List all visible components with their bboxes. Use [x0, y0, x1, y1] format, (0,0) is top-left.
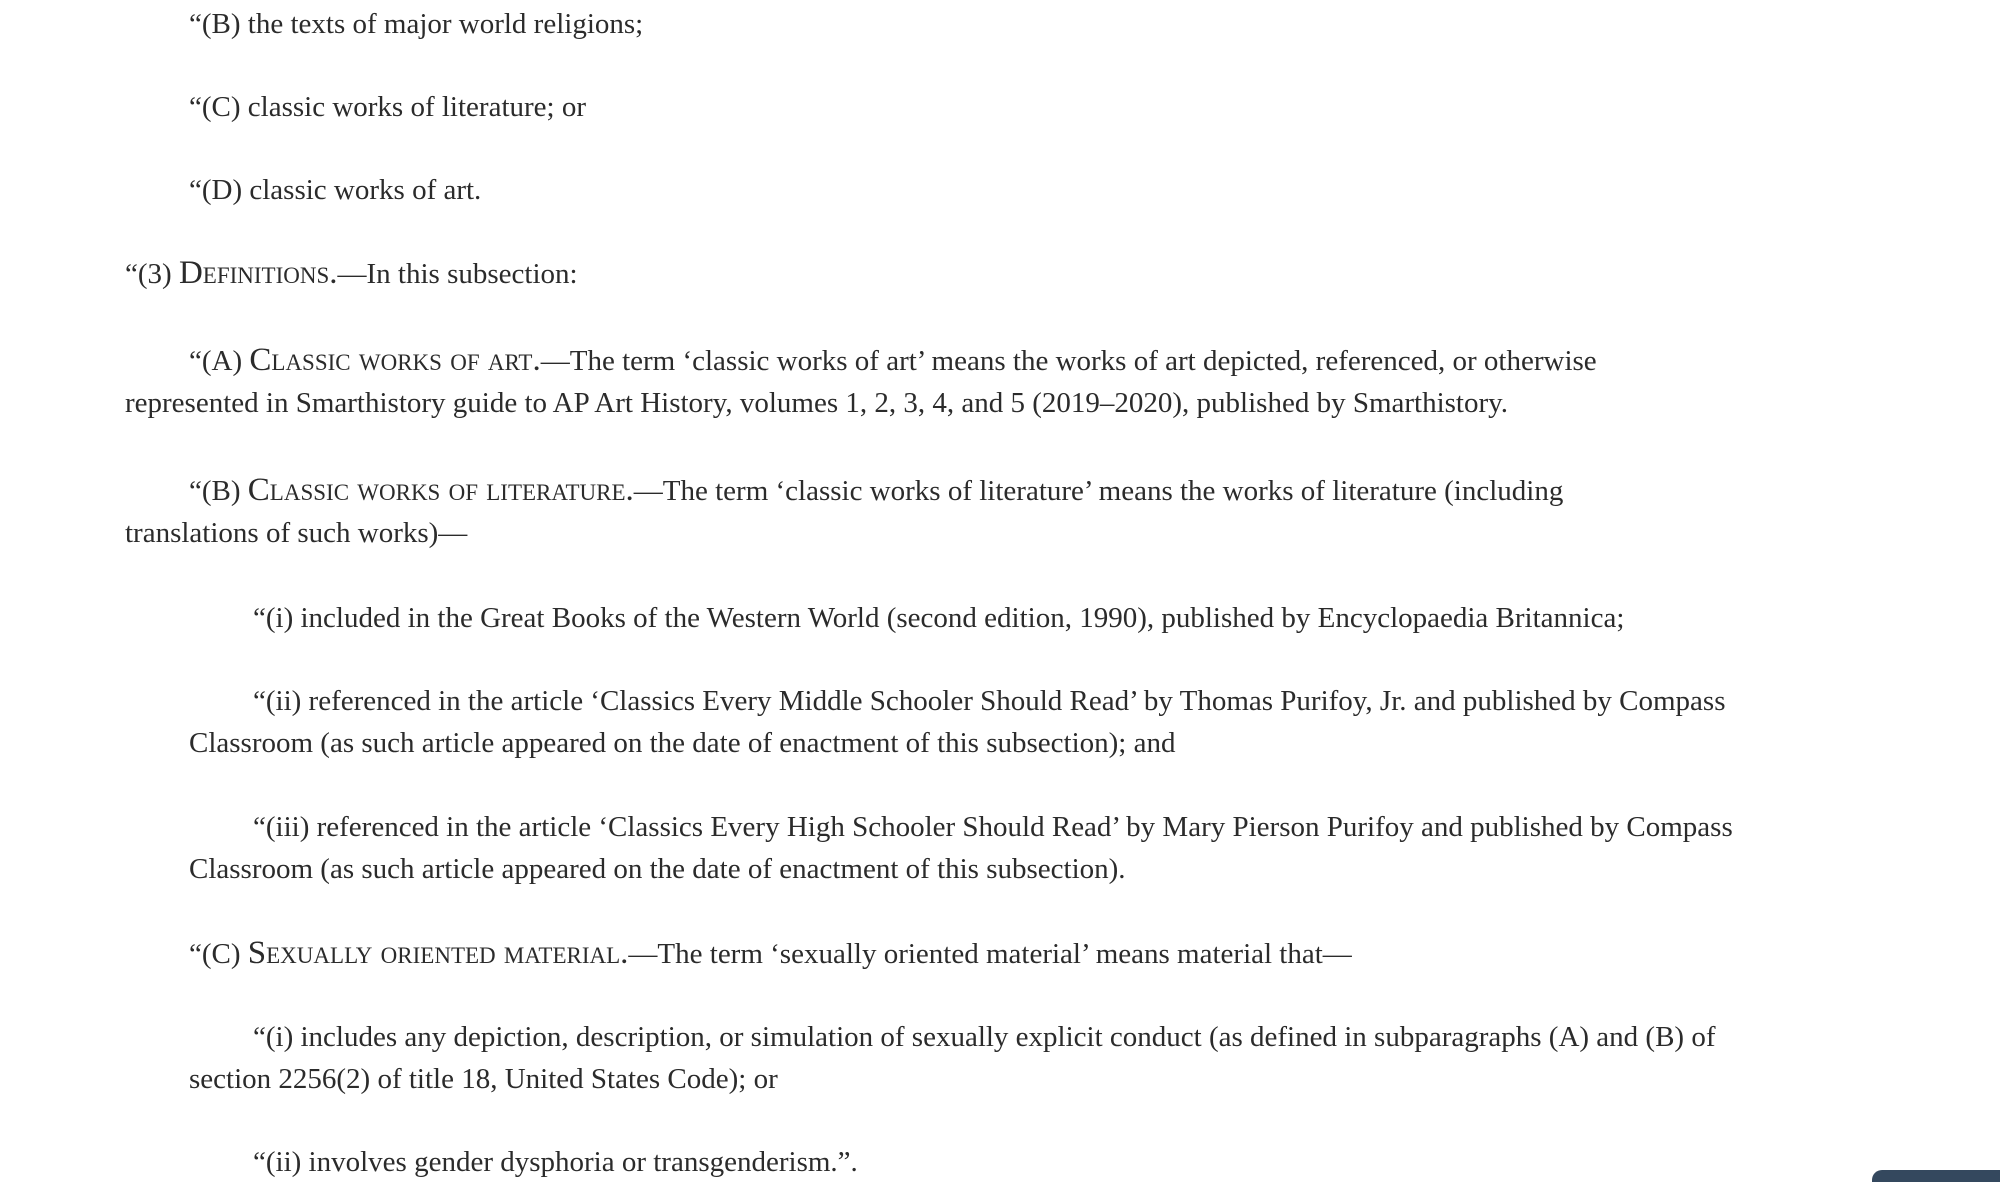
clause-b-world-religions: “(B) the texts of major world religions; [189, 8, 644, 40]
definition-classic-works-of-literature: “(B) Classic works of literature.—The term ‘classic works of literature’ means the works of literature (including translations of such works)— [125, 472, 1564, 549]
clause-c-classic-literature: “(C) classic works of literature; or [189, 91, 586, 123]
definitions-heading: Definitions. [178, 255, 338, 291]
clause-d-classic-art: “(D) classic works of art. [189, 174, 482, 206]
definitions-paragraph: “(3) Definitions.—In this subsection: [125, 255, 578, 291]
literature-item-ii: “(ii) referenced in the article ‘Classics Every Middle Schooler Should Read’ by Thomas Purifoy, Jr. and published by Compass Classroom (as such article appeared on the date of enactment of this subsection); and [189, 685, 1726, 759]
definition-classic-works-of-art: “(A) Classic works of art.—The term ‘classic works of art’ means the works of art depicted, referenced, or otherwise represented in Smarthistory guide to AP Art History, volumes 1, 2, 3, 4, and 5 (2019–2020), published by Smarthistory. [125, 342, 1597, 419]
classic-literature-heading: Classic works of literature. [247, 472, 634, 508]
scroll-to-top-tab[interactable] [1872, 1170, 2000, 1182]
sexual-item-i: “(i) includes any depiction, description, or simulation of sexually explicit conduct (as defined in subparagraphs (A) and (B) of section 2256(2) of title 18, United States Code); or [189, 1021, 1716, 1095]
definition-sexually-oriented-material: “(C) Sexually oriented material.—The term ‘sexually oriented material’ means material that— [189, 935, 1352, 971]
sexual-item-ii: “(ii) involves gender dysphoria or transgenderism.”. [253, 1146, 858, 1178]
classic-art-heading: Classic works of art. [249, 342, 541, 378]
literature-item-i: “(i) included in the Great Books of the Western World (second edition, 1990), published by Encyclopaedia Britannica; [253, 602, 1625, 634]
literature-item-iii: “(iii) referenced in the article ‘Classics Every High Schooler Should Read’ by Mary Pierson Purifoy and published by Compass Classroom (as such article appeared on the date of enactment of this subsection). [189, 811, 1733, 885]
sexually-oriented-heading: Sexually oriented material. [247, 935, 629, 971]
